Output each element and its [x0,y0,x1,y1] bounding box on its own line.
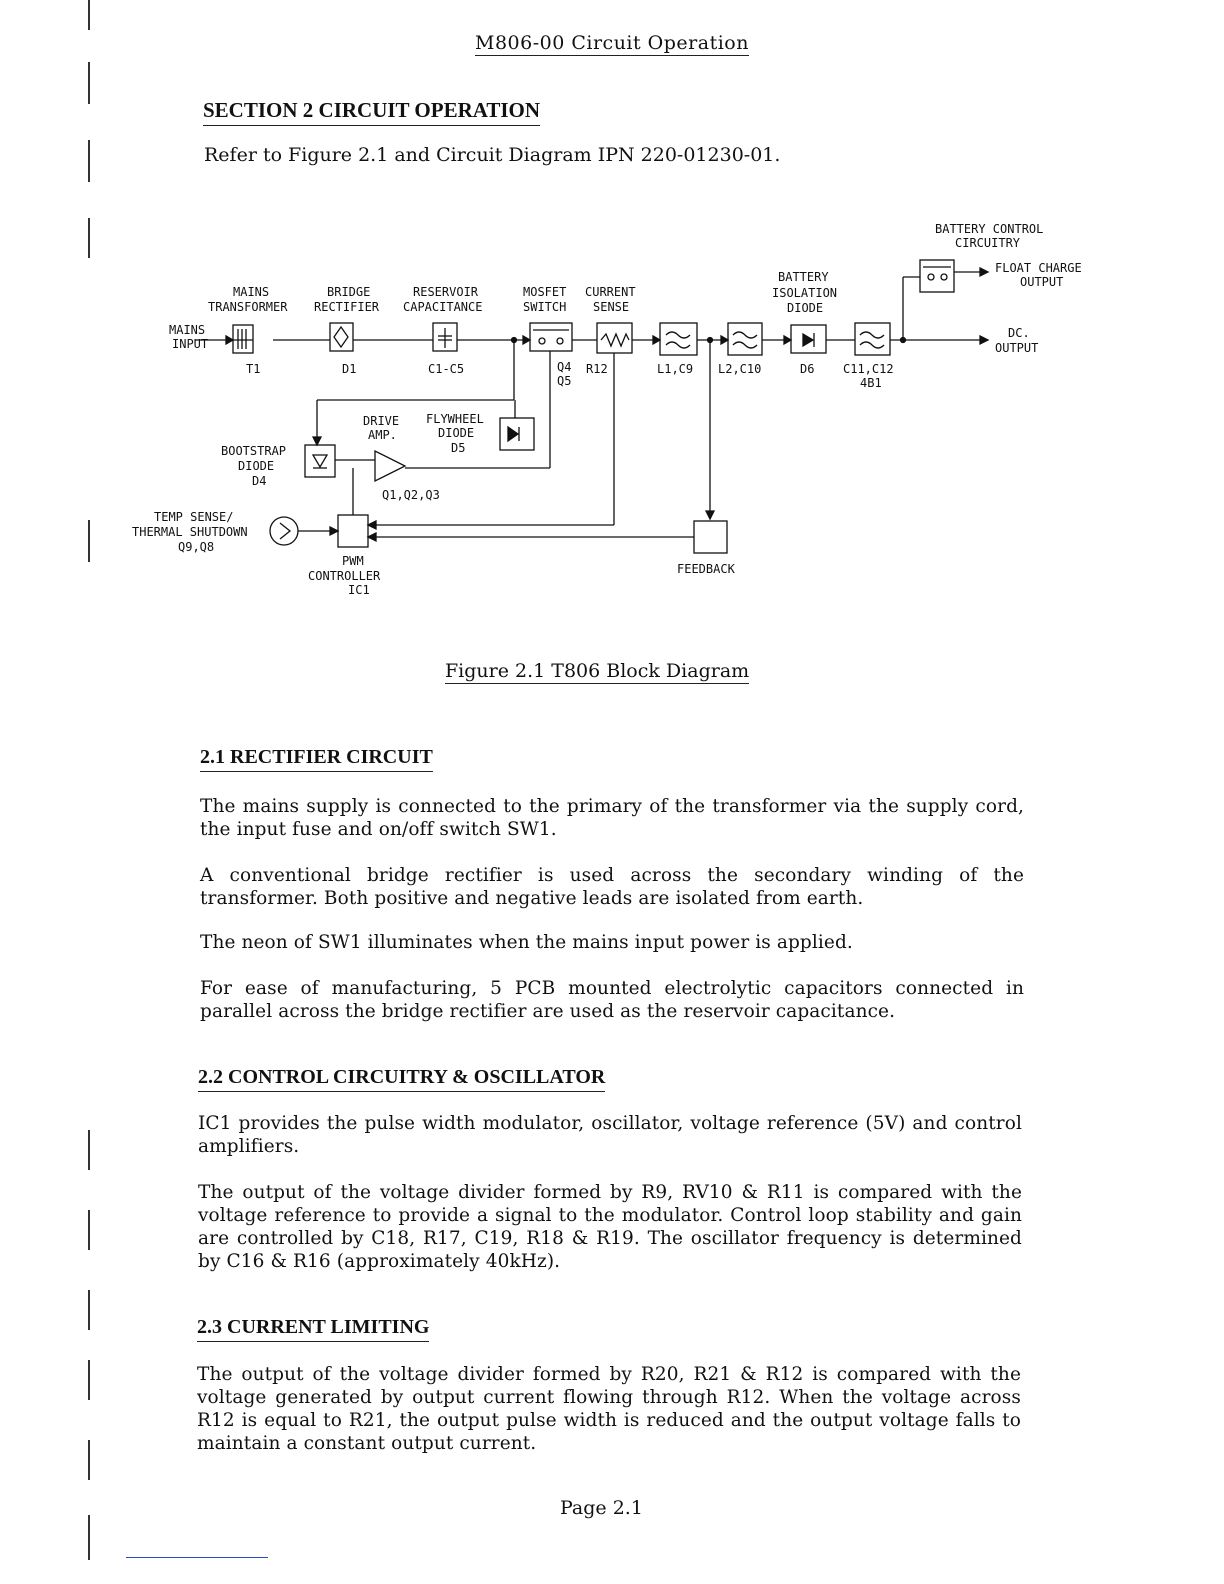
figure-caption: Figure 2.1 T806 Block Diagram [445,660,750,682]
label-battery-isolation: DIODE [787,301,824,315]
scan-margin-line [88,1515,90,1560]
scan-margin-line [88,1210,90,1250]
label-feedback: FEEDBACK [677,562,735,576]
label-temp-sense: Q9,Q8 [178,540,215,554]
label-reservoir: CAPACITANCE [403,300,483,314]
label-float-charge: FLOAT CHARGE [995,261,1082,275]
label-dc-output: OUTPUT [995,341,1039,355]
label-battery-control: CIRCUITRY [955,236,1021,250]
scan-margin-line [88,62,90,104]
section-heading-2-1: 2.1 RECTIFIER CIRCUIT [200,746,433,772]
label-mains-transformer: TRANSFORMER [208,300,288,314]
label-temp-sense: TEMP SENSE/ [154,510,234,524]
label-bootstrap: DIODE [238,459,275,473]
section-heading-2-2: 2.2 CONTROL CIRCUITRY & OSCILLATOR [198,1066,605,1092]
label-current-sense: CURRENT [585,285,636,299]
label-mains-transformer: MAINS [233,285,270,299]
scan-margin-line [88,1130,90,1170]
paragraph: The output of the voltage divider formed by R9, RV10 & R11 is compared with the voltage reference to provide a signal to the modulator. Control loop stability and gain are controlled by C18, R17, C19, R18 & R19. The oscillator frequency is determined by C16 & R16 (approximately 40kHz). [198,1182,1022,1272]
scan-margin-line [88,1440,90,1480]
page-header: M806-00 Circuit Operation [475,32,749,54]
label-l1c9: L1,C9 [657,362,694,376]
label-c11c12: C11,C12 [843,362,894,376]
label-pwm: PWM [342,554,364,568]
label-drive-amp: AMP. [368,428,397,442]
label-dc-output: DC. [1008,326,1030,340]
label-pwm: IC1 [348,583,370,597]
scan-margin-line [88,140,90,182]
paragraph: The output of the voltage divider formed by R20, R21 & R12 is compared with the voltage generated by output current flowing through R12. When the voltage across R12 is equal to R21, the output pulse width is reduced and the output voltage falls to maintain a constant output current. [197,1364,1021,1454]
label-flywheel: D5 [451,441,466,455]
label-4b1: 4B1 [860,376,882,390]
label-q4: Q4 [557,360,572,374]
page-number: Page 2.1 [560,1497,643,1519]
label-drive-amp: DRIVE [363,414,400,428]
label-d1: D1 [342,362,357,376]
label-bridge-rectifier: BRIDGE [327,285,371,299]
paragraph: IC1 provides the pulse width modulator, oscillator, voltage reference (5V) and control amplifiers. [198,1113,1022,1157]
label-flywheel: DIODE [438,426,475,440]
label-mains-input: INPUT [172,337,209,351]
label-q5: Q5 [557,374,572,388]
label-battery-control: BATTERY CONTROL [935,222,1044,236]
paragraph: The mains supply is connected to the primary of the transformer via the supply cord, the input fuse and on/off switch SW1. [200,796,1024,840]
label-temp-sense: THERMAL SHUTDOWN [132,525,248,539]
label-r12: R12 [586,362,608,376]
label-current-sense: SENSE [593,300,630,314]
label-l2c10: L2,C10 [718,362,762,376]
label-mains-input: MAINS [169,323,206,337]
paragraph: A conventional bridge rectifier is used across the secondary winding of the transformer. Both positive and negative leads are isolated from earth. [200,865,1024,909]
label-mosfet: SWITCH [523,300,567,314]
label-q1q2q3: Q1,Q2,Q3 [382,488,440,502]
scan-margin-line [88,0,90,30]
label-bootstrap: D4 [252,474,267,488]
scan-margin-line [88,520,90,562]
label-mosfet: MOSFET [523,285,567,299]
label-d6: D6 [800,362,815,376]
scan-margin-line [88,218,90,258]
paragraph: For ease of manufacturing, 5 PCB mounted electrolytic capacitors connected in parallel across the bridge rectifier are used as the reservoir capacitance. [200,978,1024,1022]
label-battery-isolation: ISOLATION [772,286,838,300]
block-diagram [120,215,1120,605]
footer-rule [126,1557,268,1558]
label-c1c5: C1-C5 [428,362,465,376]
paragraph: The neon of SW1 illuminates when the mains input power is applied. [200,932,853,953]
scan-margin-line [88,1360,90,1400]
label-float-charge: OUTPUT [1020,275,1064,289]
intro-text: Refer to Figure 2.1 and Circuit Diagram IPN 220-01230-01. [204,144,781,166]
label-bootstrap: BOOTSTRAP [221,444,287,458]
section-heading-2-3: 2.3 CURRENT LIMITING [197,1316,429,1342]
label-flywheel: FLYWHEEL [426,412,484,426]
label-reservoir: RESERVOIR [413,285,479,299]
label-t1: T1 [246,362,261,376]
label-battery-isolation: BATTERY [778,270,829,284]
section-title: SECTION 2 CIRCUIT OPERATION [203,98,540,126]
label-pwm: CONTROLLER [308,569,381,583]
label-bridge-rectifier: RECTIFIER [314,300,380,314]
scan-margin-line [88,1290,90,1330]
